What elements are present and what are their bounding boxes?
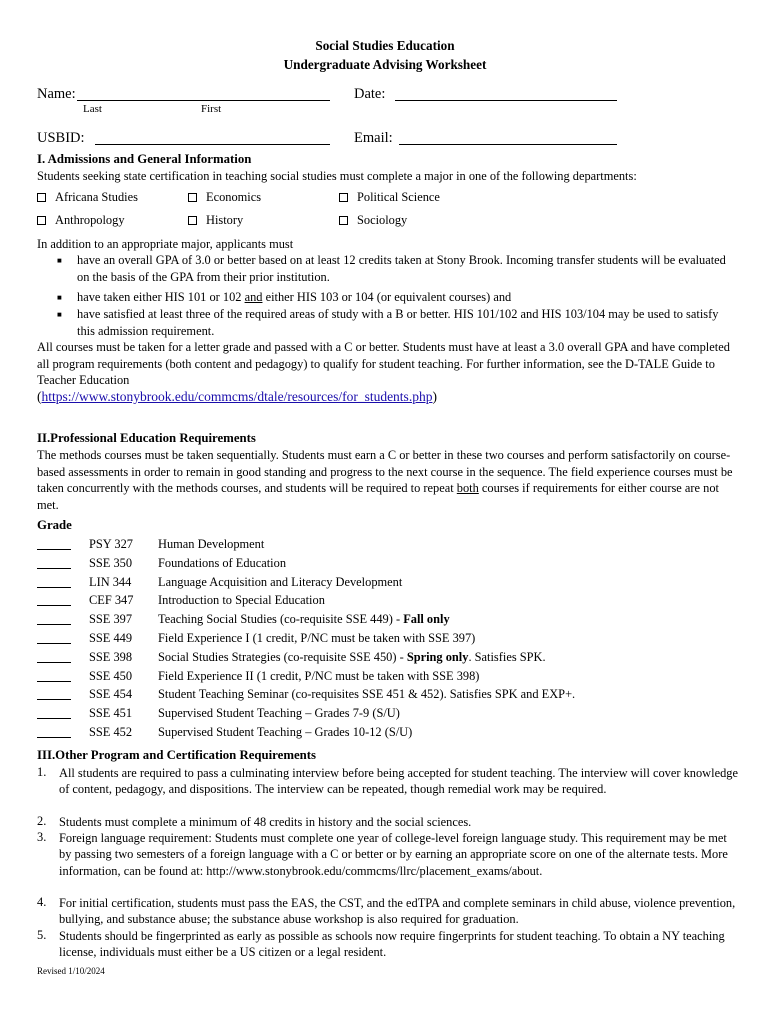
course-code: SSE 397: [89, 612, 133, 627]
name-label: Name:: [37, 86, 76, 102]
grade-blank[interactable]: [37, 549, 71, 550]
usbid-label: USBID:: [37, 130, 85, 146]
section-2-heading: II.Professional Education Requirements: [37, 431, 256, 445]
email-field[interactable]: [399, 144, 617, 145]
course-name: Foundations of Education: [158, 555, 287, 570]
course-name: Supervised Student Teaching – Grades 10-12 (S/U): [158, 725, 413, 739]
checkbox-icon[interactable]: [188, 216, 197, 225]
requirement-interview: All students are required to pass a culminating interview before being accepted for student teaching. The interview will cover knowledge of content, pedagogy, and dispositions. The interview can be repeated, though remedial work may be required.: [59, 766, 738, 797]
requirements-intro: In addition to an appropriate major, applicants must: [37, 237, 294, 251]
section-3-heading: III.Other Program and Certification Requirements: [37, 748, 317, 762]
grade-blank[interactable]: [37, 624, 71, 625]
grade-blank[interactable]: [37, 605, 71, 606]
grade-blank[interactable]: [37, 699, 71, 700]
requirement-credits: Students must complete a minimum of 48 credits in history and the social sciences.: [59, 815, 472, 829]
course-name: Social Studies Strategies (co-requisite SSE 450) - Spring only. Satisfies SPK.: [158, 649, 546, 664]
course-name: Introduction to Special Education: [158, 593, 325, 608]
course-code: SSE 454: [89, 687, 133, 702]
document-title: Social Studies Education: [315, 38, 455, 53]
checkbox-political-science[interactable]: Political Science: [339, 190, 440, 205]
course-term-note: Fall only: [403, 612, 450, 627]
course-code: LIN 344: [89, 574, 132, 589]
checkbox-anthropology[interactable]: Anthropology: [37, 213, 125, 228]
item-number: 2.: [37, 814, 47, 828]
checkbox-icon[interactable]: [339, 216, 348, 225]
course-code: SSE 398: [89, 649, 133, 664]
course-code: SSE 450: [89, 668, 133, 683]
item-number: 1.: [37, 765, 47, 779]
bullet-gpa: have an overall GPA of 3.0 or better based on at least 12 credits taken at Stony Brook. Incoming transfer students will be evaluated on the basis of the GPA from their prior institution.: [77, 253, 726, 284]
bullet-icon: ■: [57, 293, 62, 302]
checkbox-economics[interactable]: Economics: [188, 190, 261, 205]
course-name: Language Acquisition and Literacy Development: [158, 574, 403, 589]
checkbox-africana-studies[interactable]: Africana Studies: [37, 190, 138, 205]
first-name-caption: First: [201, 103, 222, 115]
course-code: SSE 452: [89, 725, 133, 739]
grade-blank[interactable]: [37, 681, 71, 682]
last-name-caption: Last: [83, 103, 102, 115]
revised-date: Revised 1/10/2024: [37, 966, 105, 976]
bullet-his-courses: have taken either HIS 101 or 102 and either HIS 103 or 104 (or equivalent courses) and: [77, 290, 512, 304]
section-2-paragraph: The methods courses must be taken sequentially. Students must earn a C or better in these two courses and perform satisfactorily on course-based assessments in order to remain in good standing and progress to the next course in the sequence. The field experience courses must be taken concurrently with the methods courses, and students will be required to repeat both courses if requirements for either course are not met.: [37, 448, 733, 513]
course-name: Supervised Student Teaching – Grades 7-9 (S/U): [158, 706, 400, 721]
checkbox-sociology[interactable]: Sociology: [339, 213, 407, 228]
grade-blank[interactable]: [37, 568, 71, 569]
document-subtitle: Undergraduate Advising Worksheet: [283, 57, 487, 72]
grade-blank[interactable]: [37, 662, 71, 663]
grade-blank[interactable]: [37, 587, 71, 588]
course-term-note: Spring only: [406, 649, 469, 664]
course-code: PSY 327: [89, 537, 133, 551]
section-1-intro: Students seeking state certification in teaching social studies must complete a major in one of the following departments:: [37, 169, 637, 183]
item-number: 5.: [37, 928, 47, 942]
course-code: SSE 449: [89, 631, 133, 645]
course-code: SSE 350: [89, 555, 133, 570]
section-1-heading: I. Admissions and General Information: [37, 152, 252, 166]
dtale-link-line: (https://www.stonybrook.edu/commcms/dtale/resources/for_students.php): [37, 389, 437, 404]
checkbox-history[interactable]: History: [188, 213, 243, 228]
course-code: CEF 347: [89, 593, 134, 608]
grade-blank[interactable]: [37, 643, 71, 644]
item-number: 3.: [37, 830, 47, 844]
course-code: SSE 451: [89, 706, 133, 721]
dtale-guide-link[interactable]: https://www.stonybrook.edu/commcms/dtale/resources/for_students.php: [41, 389, 433, 404]
requirement-foreign-language: Foreign language requirement: Students must complete one year of college-level foreign language study. This requirement may be met by passing two semesters of a foreign language with a C or better or by earning an appropriate score on one of the alternate tests. More information, can be found at: http://www.stonybrook.edu/commcms/llrc/placement_exams/about.: [59, 831, 728, 878]
grade-blank[interactable]: [37, 718, 71, 719]
name-field[interactable]: [77, 100, 330, 101]
requirement-certification: For initial certification, students must pass the EAS, the CST, and the edTPA and complete seminars in child abuse, violence prevention, bullying, and substance abuse; the substance abuse workshop is also required for graduation.: [59, 896, 736, 927]
checkbox-icon[interactable]: [339, 193, 348, 202]
requirement-fingerprinting: Students should be fingerprinted as early as possible as schools now require fingerprints for student teaching. To obtain a NY teaching license, individuals must either be a US citizen or a legal resident.: [59, 929, 725, 960]
bullet-areas-of-study: have satisfied at least three of the required areas of study with a B or better. HIS 101/102 and HIS 103/104 may be used to satisfy this admission requirement.: [77, 307, 719, 338]
checkbox-icon[interactable]: [188, 193, 197, 202]
email-label: Email:: [354, 130, 393, 146]
course-name: Teaching Social Studies (co-requisite SSE 449) - Fall only: [158, 612, 450, 627]
date-label: Date:: [354, 86, 386, 102]
course-name: Field Experience I (1 credit, P/NC must be taken with SSE 397): [158, 631, 476, 645]
bullet-icon: ■: [57, 310, 62, 319]
grade-blank[interactable]: [37, 737, 71, 738]
course-name: Human Development: [158, 537, 265, 551]
course-name: Student Teaching Seminar (co-requisites SSE 451 & 452). Satisfies SPK and EXP+.: [158, 687, 576, 702]
checkbox-icon[interactable]: [37, 193, 46, 202]
bullet-icon: ■: [57, 256, 62, 265]
checkbox-icon[interactable]: [37, 216, 46, 225]
grade-column-label: Grade: [37, 518, 72, 532]
usbid-field[interactable]: [95, 144, 330, 145]
item-number: 4.: [37, 895, 47, 909]
date-field[interactable]: [395, 100, 617, 101]
course-name: Field Experience II (1 credit, P/NC must be taken with SSE 398): [158, 668, 480, 683]
section-1-closing: All courses must be taken for a letter grade and passed with a C or better. Students must have at least a 3.0 overall GPA and have completed all program requirements (both content and pedagogy) to qualify for student teaching. For further information, see the D-TALE Guide to Teacher Education: [37, 340, 730, 388]
